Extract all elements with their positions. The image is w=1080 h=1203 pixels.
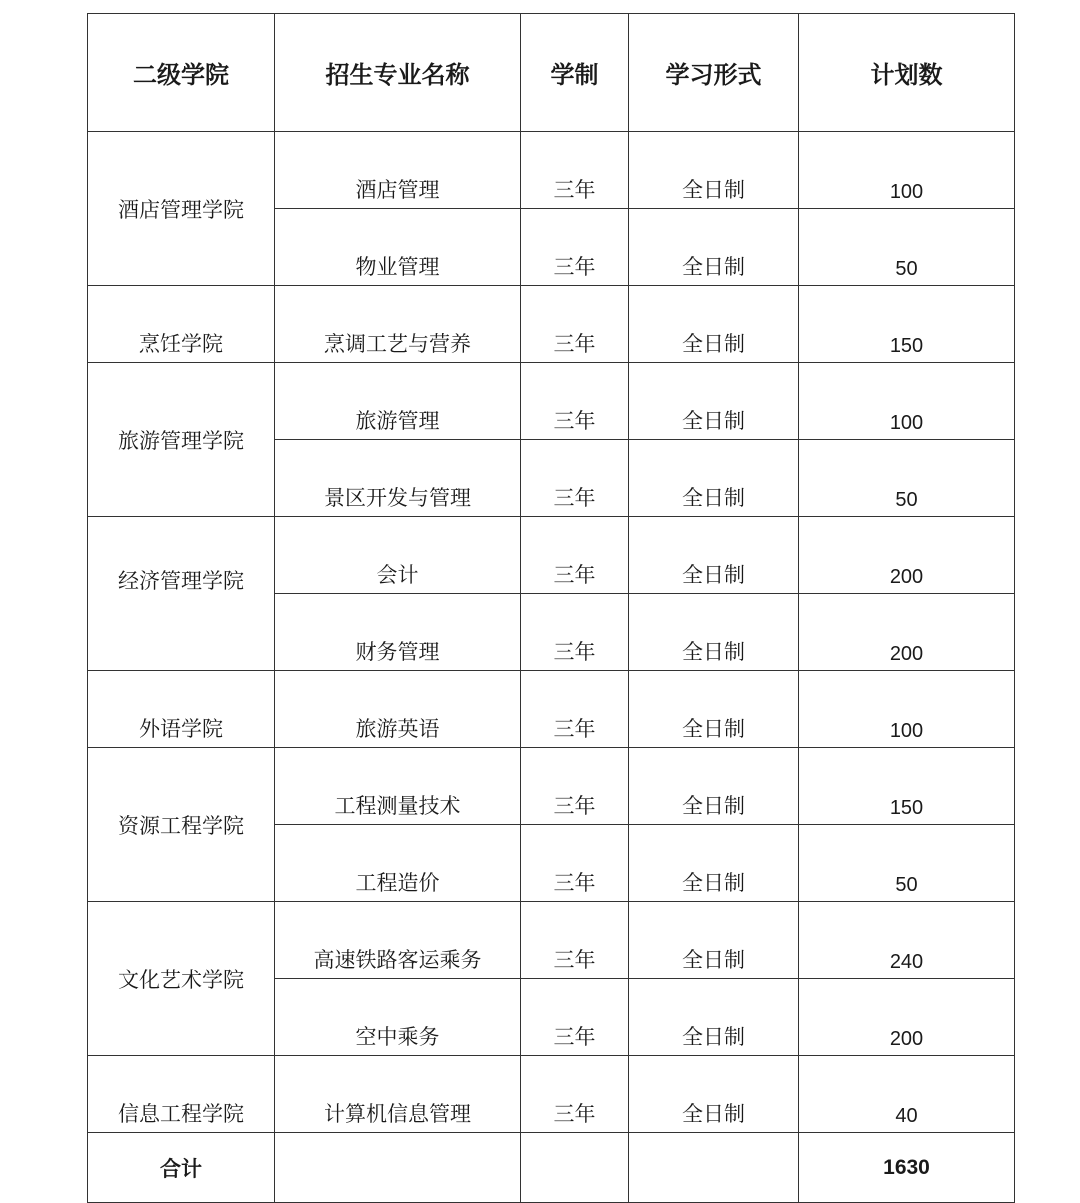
major-cell: 工程造价 [275,825,521,902]
table-row [88,132,1015,209]
major-cell: 工程测量技术 [275,748,521,825]
header-duration: 学制 [521,14,629,132]
duration-cell: 三年 [521,132,629,209]
study-form-cell: 全日制 [629,594,799,671]
plan-cell: 50 [799,209,1015,286]
college-cell: 酒店管理学院 [88,132,275,286]
major-cell: 旅游管理 [275,363,521,440]
total-row [88,1133,1015,1203]
plan-cell: 150 [799,748,1015,825]
study-form-cell: 全日制 [629,517,799,594]
plan-cell: 40 [799,1056,1015,1133]
table-row [88,1056,1015,1133]
duration-cell: 三年 [521,979,629,1056]
duration-cell: 三年 [521,748,629,825]
duration-cell: 三年 [521,1056,629,1133]
duration-cell: 三年 [521,671,629,748]
duration-cell: 三年 [521,440,629,517]
college-cell: 烹饪学院 [88,286,275,363]
college-cell: 外语学院 [88,671,275,748]
header-row [88,14,1015,132]
plan-cell: 200 [799,594,1015,671]
plan-cell: 100 [799,671,1015,748]
plan-cell: 200 [799,517,1015,594]
major-cell: 计算机信息管理 [275,1056,521,1133]
plan-cell: 100 [799,363,1015,440]
duration-cell: 三年 [521,825,629,902]
study-form-cell: 全日制 [629,825,799,902]
duration-cell: 三年 [521,902,629,979]
table-row [88,671,1015,748]
study-form-cell: 全日制 [629,979,799,1056]
study-form-cell: 全日制 [629,671,799,748]
total-empty-major [275,1133,521,1203]
table-row [88,902,1015,979]
total-plan: 1630 [799,1133,1015,1203]
total-empty-form [629,1133,799,1203]
study-form-cell: 全日制 [629,902,799,979]
study-form-cell: 全日制 [629,209,799,286]
major-cell: 财务管理 [275,594,521,671]
major-cell: 烹调工艺与营养 [275,286,521,363]
major-cell: 会计 [275,517,521,594]
header-college: 二级学院 [88,14,275,132]
study-form-cell: 全日制 [629,1056,799,1133]
header-study-form: 学习形式 [629,14,799,132]
study-form-cell: 全日制 [629,363,799,440]
study-form-cell: 全日制 [629,286,799,363]
enrollment-plan-table [87,13,1015,1203]
header-plan: 计划数 [799,14,1015,132]
college-cell: 经济管理学院 [88,517,275,671]
major-cell: 物业管理 [275,209,521,286]
college-cell: 文化艺术学院 [88,902,275,1056]
plan-cell: 200 [799,979,1015,1056]
duration-cell: 三年 [521,594,629,671]
college-cell: 资源工程学院 [88,748,275,902]
table-row [88,363,1015,440]
plan-cell: 150 [799,286,1015,363]
study-form-cell: 全日制 [629,132,799,209]
plan-cell: 50 [799,440,1015,517]
college-cell: 信息工程学院 [88,1056,275,1133]
total-label: 合计 [88,1133,275,1203]
header-major: 招生专业名称 [275,14,521,132]
plan-cell: 50 [799,825,1015,902]
plan-cell: 240 [799,902,1015,979]
plan-cell: 100 [799,132,1015,209]
major-cell: 空中乘务 [275,979,521,1056]
table-row [88,517,1015,594]
total-empty-duration [521,1133,629,1203]
study-form-cell: 全日制 [629,748,799,825]
major-cell: 酒店管理 [275,132,521,209]
college-cell: 旅游管理学院 [88,363,275,517]
duration-cell: 三年 [521,517,629,594]
major-cell: 景区开发与管理 [275,440,521,517]
duration-cell: 三年 [521,363,629,440]
table-row [88,286,1015,363]
duration-cell: 三年 [521,209,629,286]
major-cell: 高速铁路客运乘务 [275,902,521,979]
duration-cell: 三年 [521,286,629,363]
major-cell: 旅游英语 [275,671,521,748]
table-row [88,748,1015,825]
study-form-cell: 全日制 [629,440,799,517]
